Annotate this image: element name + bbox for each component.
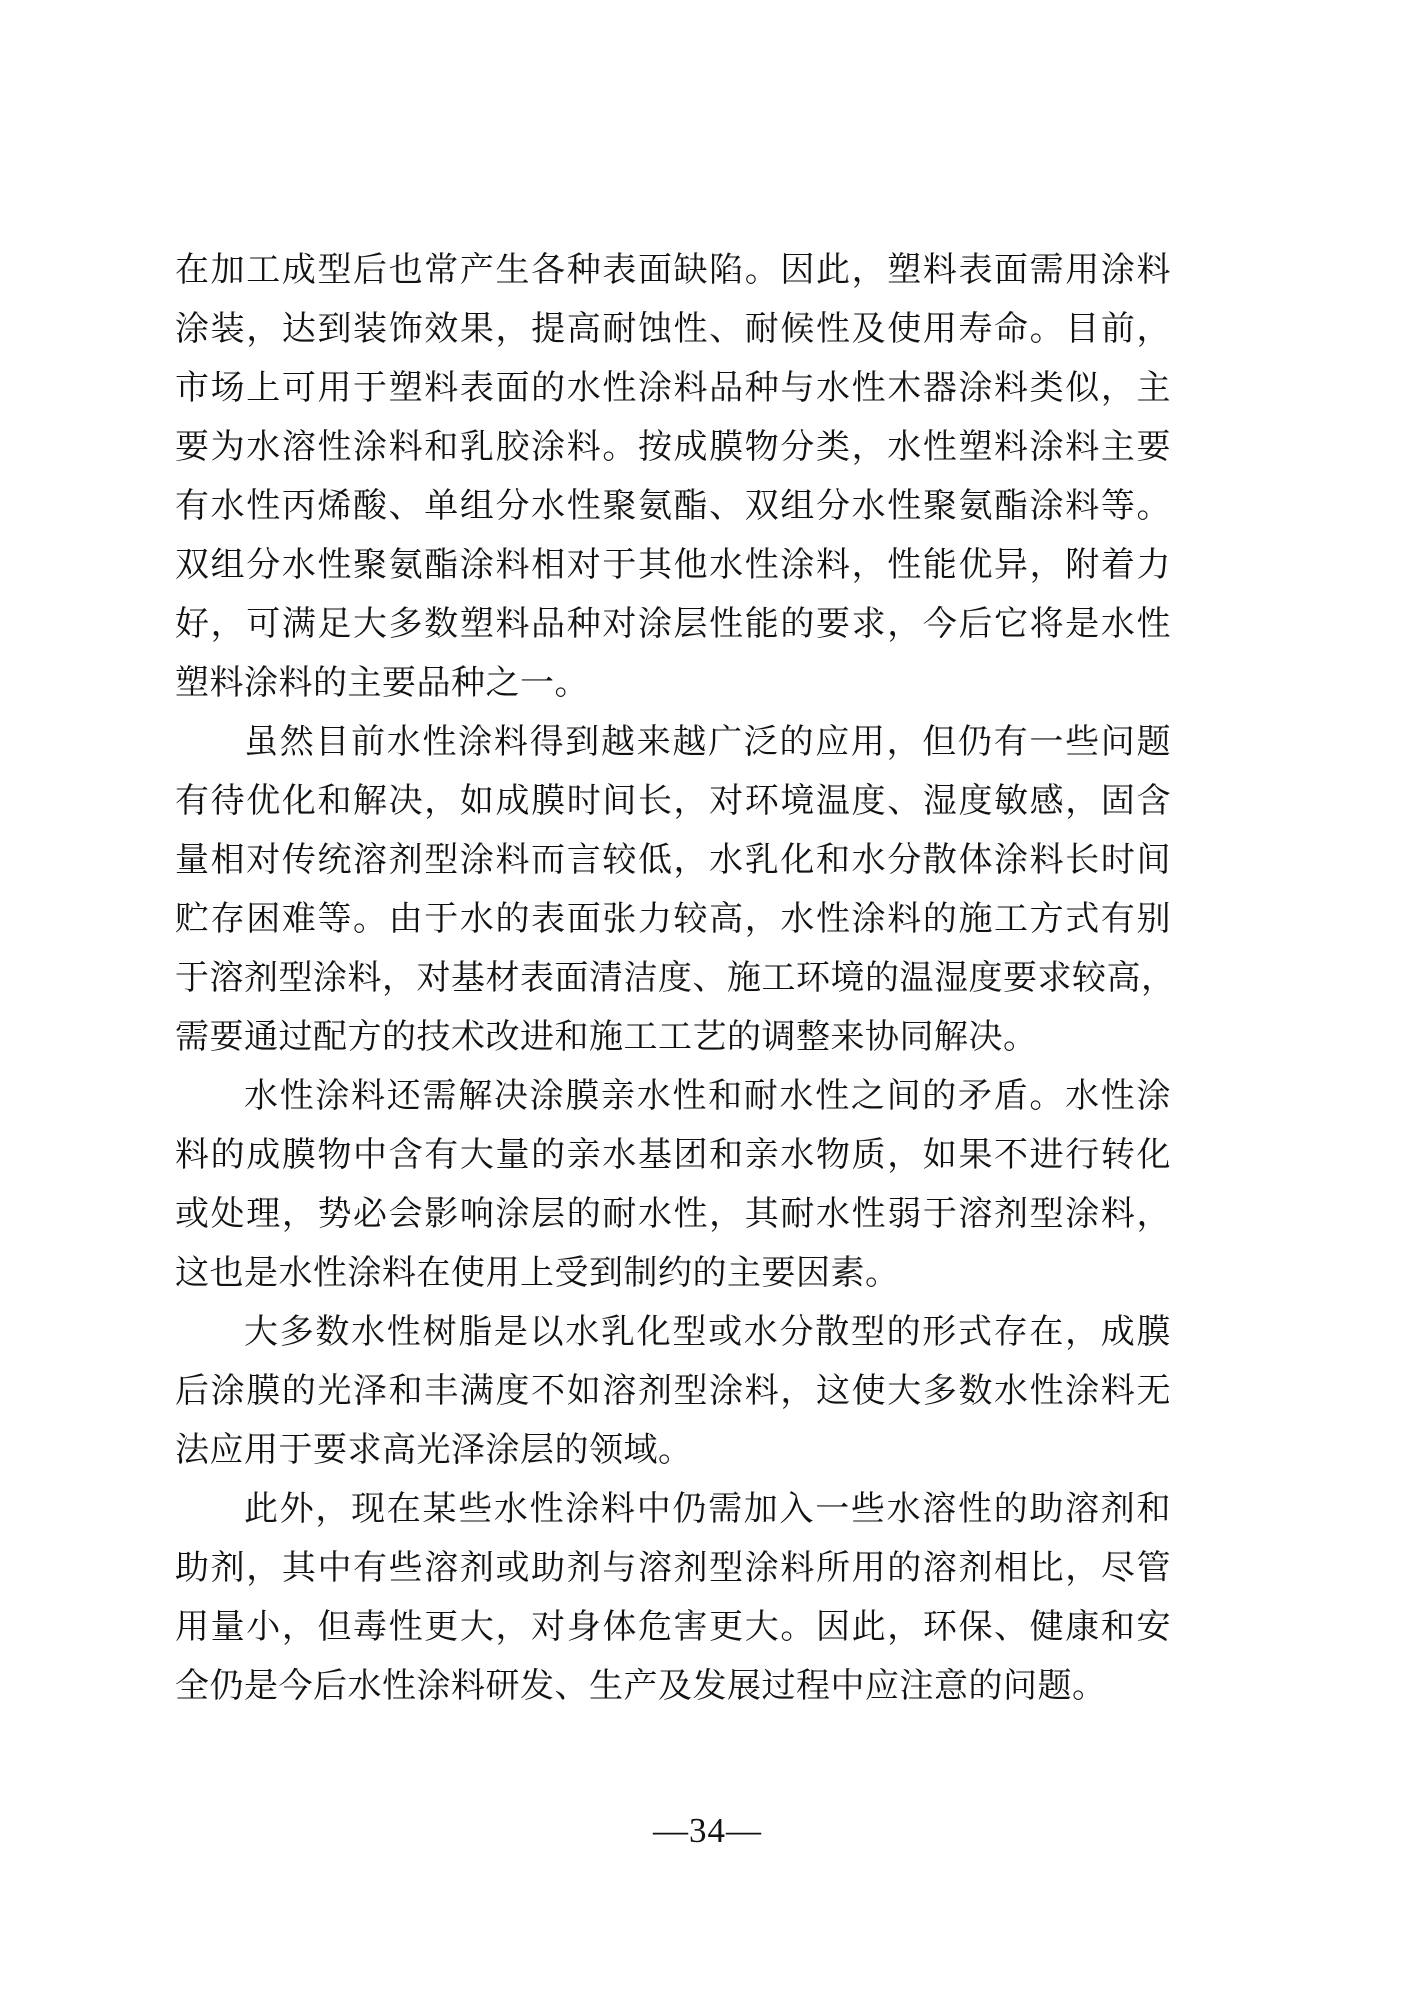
text-line: 这也是水性涂料在使用上受到制约的主要因素。 — [175, 1255, 900, 1292]
text-line: 法应用于要求高光泽涂层的领域。 — [175, 1432, 693, 1469]
text-line: 量相对传统溶剂型涂料而言较低，水乳化和水分散体涂料长时间 — [175, 842, 1171, 879]
text-line: 助剂，其中有些溶剂或助剂与溶剂型涂料所用的溶剂相比，尽管 — [175, 1550, 1171, 1587]
text-line: 大多数水性树脂是以水乳化型或水分散型的形式存在，成膜 — [244, 1314, 1171, 1351]
text-line: 需要通过配方的技术改进和施工工艺的调整来协同解决。 — [175, 1019, 1038, 1056]
body-text — [175, 241, 1176, 1716]
text-line: 或处理，势必会影响涂层的耐水性，其耐水性弱于溶剂型涂料， — [175, 1196, 1171, 1233]
text-line: 贮存困难等。由于水的表面张力较高，水性涂料的施工方式有别 — [175, 901, 1171, 938]
text-line: 市场上可用于塑料表面的水性涂料品种与水性木器涂料类似，主 — [175, 370, 1171, 407]
text-line: 虽然目前水性涂料得到越来越广泛的应用，但仍有一些问题 — [244, 724, 1171, 761]
text-line: 全仍是今后水性涂料研发、生产及发展过程中应注意的问题。 — [175, 1668, 1107, 1705]
text-line: 水性涂料还需解决涂膜亲水性和耐水性之间的矛盾。水性涂 — [244, 1078, 1171, 1115]
text-line: 在加工成型后也常产生各种表面缺陷。因此，塑料表面需用涂料 — [175, 252, 1171, 289]
text-line: 用量小，但毒性更大，对身体危害更大。因此，环保、健康和安 — [175, 1609, 1171, 1646]
text-line: 有待优化和解决，如成膜时间长，对环境温度、湿度敏感，固含 — [175, 783, 1171, 820]
text-line: 涂装，达到装饰效果，提高耐蚀性、耐候性及使用寿命。目前， — [175, 311, 1171, 348]
text-line: 后涂膜的光泽和丰满度不如溶剂型涂料，这使大多数水性涂料无 — [175, 1373, 1171, 1410]
text-line: 塑料涂料的主要品种之一。 — [175, 665, 589, 702]
text-line: 好，可满足大多数塑料品种对涂层性能的要求，今后它将是水性 — [175, 606, 1171, 643]
text-line: 双组分水性聚氨酯涂料相对于其他水性涂料，性能优异，附着力 — [175, 547, 1171, 584]
text-line: 有水性丙烯酸、单组分水性聚氨酯、双组分水性聚氨酯涂料等。 — [175, 488, 1171, 525]
text-line: 此外，现在某些水性涂料中仍需加入一些水溶性的助溶剂和 — [244, 1491, 1171, 1528]
text-line: 料的成膜物中含有大量的亲水基团和亲水物质，如果不进行转化 — [175, 1137, 1171, 1174]
page-number: —34— — [653, 1811, 762, 1850]
text-line: 于溶剂型涂料，对基材表面清洁度、施工环境的温湿度要求较高， — [175, 960, 1176, 997]
text-line: 要为水溶性涂料和乳胶涂料。按成膜物分类，水性塑料涂料主要 — [175, 429, 1171, 466]
